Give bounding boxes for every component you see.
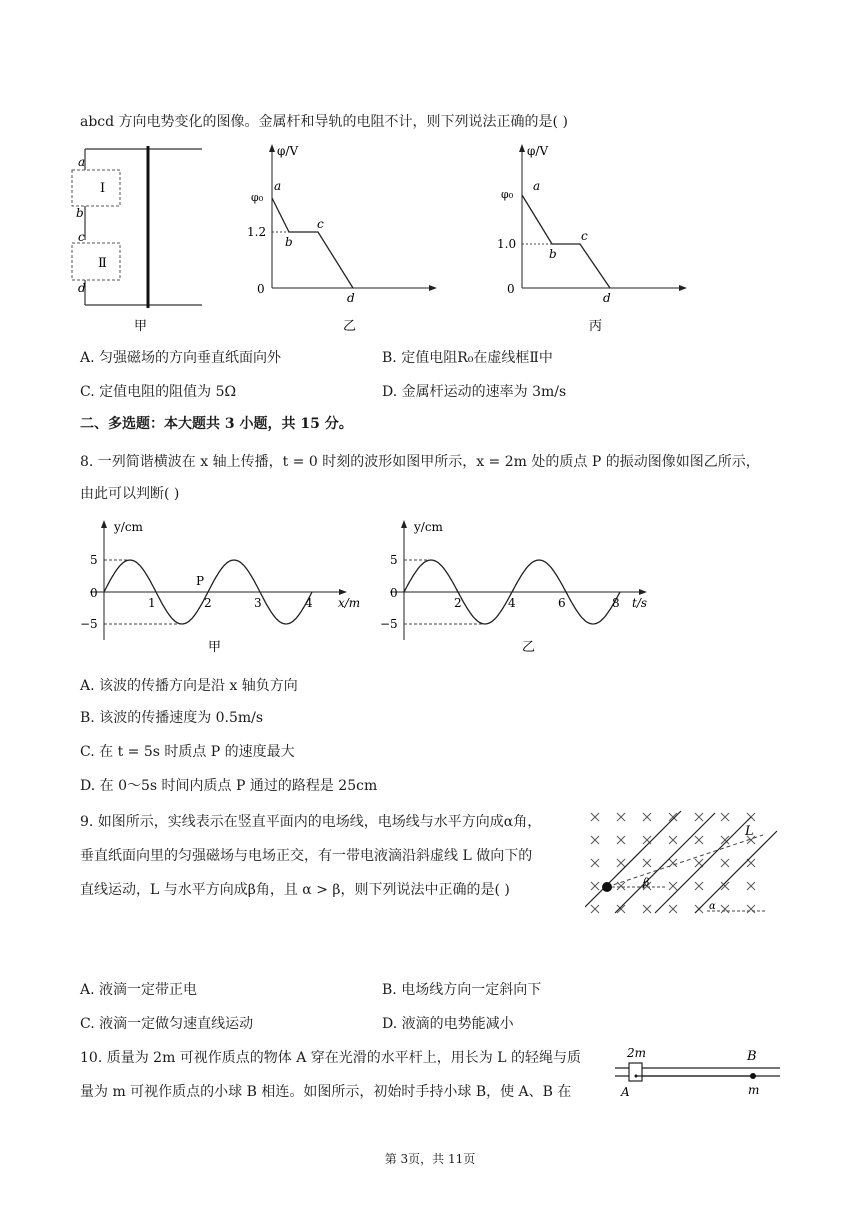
q8-stem-2: 由此可以判断( ) [80, 486, 180, 502]
page-footer: 第 3页，共 11页 [384, 1152, 476, 1166]
field-cross-icon [695, 836, 703, 844]
q7-jia-caption: 甲 [134, 319, 148, 334]
q8-jia-tick-2: 2 [204, 596, 212, 610]
field-cross-icon [591, 905, 599, 913]
q7-bing-b: b [549, 247, 557, 261]
q8-jia-ylabel: y/cm [114, 520, 143, 534]
q7-bing-d: d [603, 291, 611, 305]
q10-label-a: A [621, 1085, 630, 1099]
q9-option-a: A. 液滴一定带正电 [80, 982, 198, 998]
q7-jia-b: b [76, 206, 84, 220]
q8-option-b: B. 该波的传播速度为 0.5m/s [80, 710, 264, 726]
field-cross-icon [617, 813, 625, 821]
field-cross-icon [747, 882, 755, 890]
q10-mass-b: m [748, 1083, 760, 1097]
q7-yi-axis: φ/V [277, 144, 299, 158]
q8-jia-y0: 0 [90, 586, 98, 600]
q7-bing-phi0: φ₀ [501, 188, 514, 201]
field-cross-icon [747, 905, 755, 913]
q8-jia-tick-3: 3 [254, 596, 262, 610]
q9-stem-1: 9. 如图所示，实线表示在竖直平面内的电场线，电场线与水平方向成α角， [80, 814, 542, 830]
q7-option-c: C. 定值电阻的阻值为 5Ω [80, 384, 237, 400]
q7-bing-c: c [581, 229, 588, 243]
q8-yi-ylabel: y/cm [414, 520, 443, 534]
q7-jia-a: a [78, 155, 86, 169]
q7-bing-axis: φ/V [527, 144, 549, 158]
q7-yi-a: a [274, 179, 282, 193]
q7-yi-caption: 乙 [343, 319, 357, 334]
q7-figure-yi [245, 140, 445, 340]
q7-option-b: B. 定值电阻R₀在虚线框Ⅱ中 [382, 350, 553, 366]
q7-figure-jia [70, 140, 220, 340]
field-cross-icon [591, 882, 599, 890]
field-cross-icon [591, 836, 599, 844]
field-cross-icon [617, 859, 625, 867]
q7-jia-c: c [78, 230, 85, 244]
q8-figure-jia [80, 515, 370, 660]
q8-option-a: A. 该波的传播方向是沿 x 轴负方向 [80, 678, 298, 694]
q7-yi-zero: 0 [257, 282, 265, 296]
q8-yi-yneg5: −5 [380, 617, 398, 631]
q7-stem-tail: abcd 方向电势变化的图像。金属杆和导轨的电阻不计，则下列说法正确的是( ) [80, 114, 568, 130]
q8-jia-p: P [196, 574, 205, 588]
q7-figure-bing [495, 140, 695, 340]
field-cross-icon [669, 882, 677, 890]
q8-jia-caption: 甲 [208, 640, 222, 655]
field-cross-icon [669, 836, 677, 844]
q9-stem-3: 直线运动，L 与水平方向成β角，且 α > β，则下列说法中正确的是( ) [80, 882, 510, 898]
q9-figure [585, 805, 785, 920]
q8-yi-xlabel: t/s [632, 596, 648, 610]
q7-yi-phi0: φ₀ [251, 191, 264, 204]
q8-yi-y0: 0 [390, 586, 398, 600]
section-heading: 二、多选题：本大题共 3 小题，共 15 分。 [80, 416, 353, 432]
field-cross-icon [695, 813, 703, 821]
q8-jia-tick-4: 4 [305, 596, 313, 610]
q10-mass-a: 2m [627, 1046, 647, 1060]
q7-yi-val: 1.2 [247, 225, 267, 239]
q7-yi-c: c [317, 217, 324, 231]
field-cross-icon [617, 882, 625, 890]
q9-stem-2: 垂直纸面向里的匀强磁场与电场正交，有一带电液滴沿斜虚线 L 做向下的 [80, 848, 533, 864]
q8-yi-tick-8: 8 [612, 596, 620, 610]
field-cross-icon [721, 813, 729, 821]
q8-jia-yneg5: −5 [80, 617, 98, 631]
q8-option-c: C. 在 t = 5s 时质点 P 的速度最大 [80, 744, 295, 760]
q7-yi-b: b [285, 235, 293, 249]
field-cross-icon [591, 813, 599, 821]
field-cross-icon [643, 813, 651, 821]
q7-bing-val: 1.0 [497, 237, 517, 251]
q7-option-d: D. 金属杆运动的速率为 3m/s [382, 384, 567, 400]
field-cross-icon [643, 859, 651, 867]
q9-option-c: C. 液滴一定做匀速直线运动 [80, 1016, 254, 1032]
q8-yi-tick-2: 2 [454, 596, 462, 610]
q8-yi-caption: 乙 [522, 640, 536, 655]
field-cross-icon [721, 905, 729, 913]
q7-bing-a: a [533, 179, 541, 193]
q10-stem-2: 量为 m 可视作质点的小球 B 相连。如图所示，初始时手持小球 B，使 A、B 在 [80, 1084, 572, 1100]
q9-label-beta: β [643, 876, 650, 889]
q9-label-alpha: α [709, 901, 716, 912]
field-cross-icon [669, 905, 677, 913]
q7-jia-d: d [78, 281, 86, 295]
q8-yi-tick-4: 4 [508, 596, 516, 610]
q7-bing-caption: 丙 [589, 319, 603, 334]
q9-label-l: L [745, 824, 754, 839]
q7-option-a: A. 匀强磁场的方向垂直纸面向外 [80, 350, 282, 366]
q8-jia-xlabel: x/m [338, 596, 361, 610]
q7-jia-box2: Ⅱ [98, 256, 107, 271]
q7-bing-zero: 0 [507, 282, 515, 296]
q10-label-b: B [747, 1049, 757, 1064]
q10-figure [615, 1042, 785, 1100]
field-cross-icon [695, 882, 703, 890]
q10-stem-1: 10. 质量为 2m 可视作质点的物体 A 穿在光滑的水平杆上，用长为 L 的轻绳与质 [80, 1050, 582, 1066]
q9-option-d: D. 液滴的电势能减小 [382, 1016, 514, 1032]
q7-yi-d: d [347, 291, 355, 305]
q8-stem-1: 8. 一列简谐横波在 x 轴上传播，t = 0 时刻的波形如图甲所示，x = 2m 处的质点 P 的振动图像如图乙所示， [80, 454, 760, 470]
field-cross-icon [591, 859, 599, 867]
q9-option-b: B. 电场线方向一定斜向下 [382, 982, 542, 998]
field-cross-icon [643, 905, 651, 913]
q8-figure-yi [380, 515, 670, 660]
field-cross-icon [617, 836, 625, 844]
q8-option-d: D. 在 0～5s 时间内质点 P 通过的路程是 25cm [80, 778, 378, 794]
q8-jia-y5: 5 [90, 553, 98, 567]
q8-yi-tick-6: 6 [558, 596, 566, 610]
q8-yi-y5: 5 [390, 553, 398, 567]
q8-jia-tick-1: 1 [148, 596, 156, 610]
q7-jia-box1: Ⅰ [100, 181, 106, 196]
field-cross-icon [721, 859, 729, 867]
